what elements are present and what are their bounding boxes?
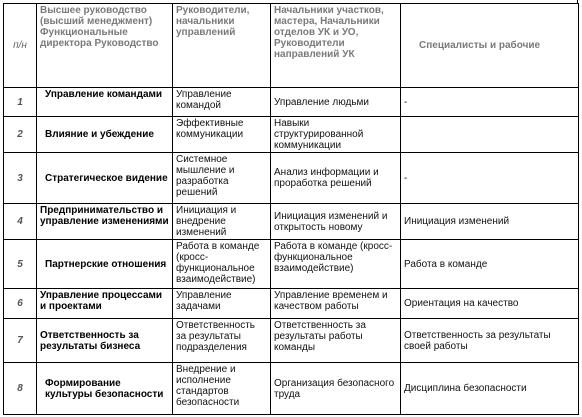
cell-level-4 (401, 117, 579, 153)
table-row (4, 363, 579, 415)
cell-level-4: Ответственность за результаты своей работы (401, 319, 579, 363)
cell-level-3: Работа в команде (кросс-функциональное взаимодействие) (271, 240, 401, 289)
competency-name: Стратегическое видение (37, 153, 173, 204)
row-number: 1 (4, 88, 37, 117)
row-number: 6 (4, 289, 37, 319)
cell-level-3: Управление людьми (271, 88, 401, 117)
competency-name: Партнерские отношения (37, 240, 173, 289)
competency-name: Управление процессами и проектами (37, 289, 173, 319)
cell-level-2: Работа в команде (кросс-функциональное взаимодействие) (173, 240, 271, 289)
table-row (4, 153, 579, 204)
row-number: 2 (4, 117, 37, 153)
cell-level-3: Анализ информации и проработка решений (271, 153, 401, 204)
cell-level-4: - (401, 153, 579, 204)
competency-name: Управление командами (37, 88, 173, 117)
competency-name: Формирование культуры безопасности (37, 363, 173, 415)
cell-level-2: Управление командой (173, 88, 271, 117)
cell-level-2: Внедрение и исполнение стандартов безопасности (173, 363, 271, 415)
header-department-heads: Руководители, начальники управлений (173, 4, 271, 88)
competency-name: Предпринимательство и управление изменениями (37, 204, 173, 240)
cell-level-4: Ориентация на качество (401, 289, 579, 319)
header-num: п/н (4, 4, 37, 88)
header-line-managers: Начальники участков, мастера, Начальники отделов УК и УО, Руководители направлений УК (271, 4, 401, 88)
competency-name: Ответственность за результаты бизнеса (37, 319, 173, 363)
cell-level-2: Ответственность за результаты подразделения (173, 319, 271, 363)
cell-level-3: Инициация изменений и открытость новому (271, 204, 401, 240)
cell-level-4: - (401, 88, 579, 117)
header-specialists: Специалисты и рабочие (401, 4, 579, 88)
competency-name: Влияние и убеждение (37, 117, 173, 153)
cell-level-3: Организация безопасного труда (271, 363, 401, 415)
row-number: 4 (4, 204, 37, 240)
table-row (4, 319, 579, 363)
cell-level-2: Системное мышление и разработка решений (173, 153, 271, 204)
header-top-management: Высшее руководство (высший менеджмент) Функциональные директора Руководство (37, 4, 173, 88)
cell-level-4: Работа в команде (401, 240, 579, 289)
table-row (4, 117, 579, 153)
table-row (4, 204, 579, 240)
cell-level-2: Эффективные коммуникации (173, 117, 271, 153)
row-number: 3 (4, 153, 37, 204)
cell-level-2: Инициация и внедрение изменений (173, 204, 271, 240)
cell-level-4: Инициация изменений (401, 204, 579, 240)
competency-table (3, 3, 579, 415)
table-row (4, 240, 579, 289)
row-number: 7 (4, 319, 37, 363)
cell-level-4: Дисциплина безопасности (401, 363, 579, 415)
table-row (4, 289, 579, 319)
cell-level-2: Управление задачами (173, 289, 271, 319)
cell-level-3: Навыки структурированной коммуникации (271, 117, 401, 153)
table-row (4, 88, 579, 117)
row-number: 5 (4, 240, 37, 289)
row-number: 8 (4, 363, 37, 415)
cell-level-3: Ответственность за результаты работы команды (271, 319, 401, 363)
cell-level-3: Управление временем и качеством работы (271, 289, 401, 319)
table-header-row (4, 4, 579, 88)
